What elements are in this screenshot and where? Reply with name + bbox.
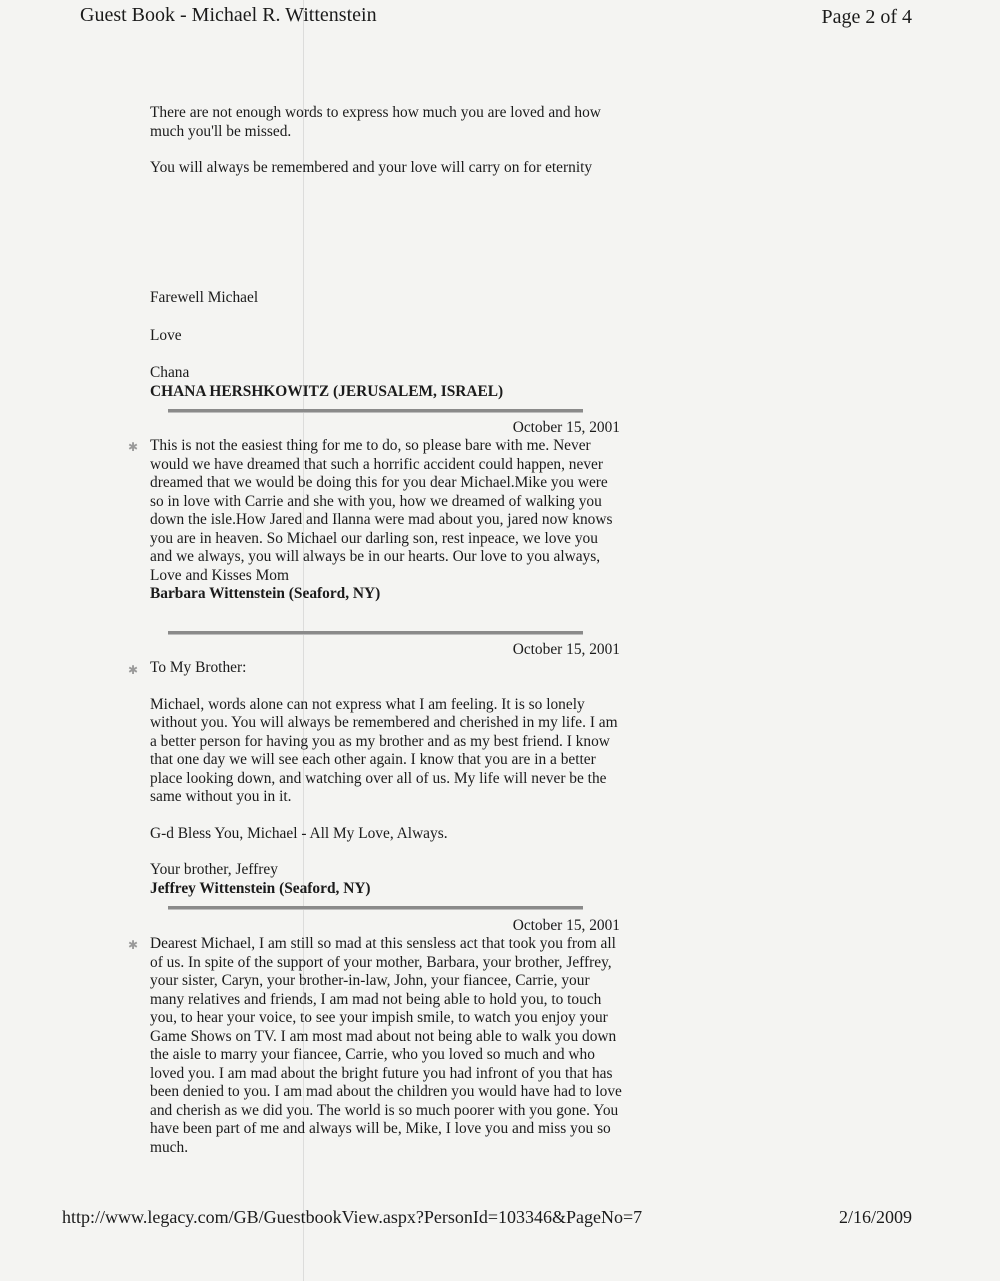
- page-number: Page 2 of 4: [821, 6, 912, 28]
- entry-3-blessing: G-d Bless You, Michael - All My Love, Always.: [150, 824, 448, 842]
- entry-4-date: October 15, 2001: [512, 917, 620, 934]
- footer-print-date: 2/16/2009: [838, 1207, 912, 1227]
- entry-1-para-3: Farewell Michael: [150, 289, 259, 306]
- entry-3-date: October 15, 2001: [512, 641, 620, 658]
- entry-1-para-1: There are not enough words to express how much you are loved and how much you'll be missed.: [150, 104, 601, 140]
- page-header-title: Guest Book - Michael R. Wittenstein: [80, 4, 377, 26]
- footer-url: http://www.legacy.com/GB/GuestbookView.aspx?PersonId=103346&PageNo=7: [62, 1207, 643, 1227]
- entry-4-body: Dearest Michael, I am still so mad at this sensless act that took you from all of us. In spite of the support of your mother, Barbara, your brother, Jeffrey, your sister, Caryn, your brother-in-law, John, your fiancee, Carrie, your many relatives and friends, I am mad not being able to hold you, to touch you, to hear your voice, to see your impish smile, to watch you enjoy your Game Shows on TV. I am most mad about not being able to walk you down the aisle to marry your fiancee, Carrie, who you loved so much and who loved you. I am mad about the bright future you had infront of you that has been denied to you. I am mad about the children you would have had to love and cherish as we did you. The world is so much poorer with you gone. You have been part of me and always will be, Mike, I love you and miss you so much.: [150, 935, 622, 1156]
- entry-2-date: October 15, 2001: [512, 419, 620, 436]
- entry-1-para-4: Love: [150, 326, 182, 344]
- entry-1-para-2: You will always be remembered and your love will carry on for eternity: [150, 159, 593, 176]
- entry-2-body: This is not the easiest thing for me to do, so please bare with me. Never would we have dreamed that such a horrific accident could happen, never dreamed that we would be doing this for you dear Michael.Mike you were so in love with Carrie and she with you, how we dreamed of walking you down the isle.How Jared and Ilanna were mad about you, jared now knows you are in heaven. So Michael our darling son, rest inpeace, we love you and we always, you will always be in our hearts. Our love to you always, Love and Kisses Mom: [150, 437, 613, 584]
- entry-3-closing: Your brother, Jeffrey: [150, 861, 278, 878]
- entry-divider: [168, 409, 583, 413]
- entry-1-para-5: Chana: [150, 364, 190, 381]
- entry-1: [150, 104, 620, 178]
- entry-4: [150, 935, 622, 1157]
- entry-marker-icon: ✱: [128, 440, 139, 454]
- entry-2: [150, 437, 622, 604]
- entry-3-salutation: To My Brother:: [150, 659, 247, 676]
- entry-marker-icon: ✱: [128, 663, 139, 677]
- entry-1-closing: [150, 289, 622, 401]
- entry-marker-icon: ✱: [128, 938, 139, 952]
- entry-divider: [168, 631, 583, 635]
- entry-2-signature: Barbara Wittenstein (Seaford, NY): [150, 585, 381, 602]
- entry-3: [150, 659, 622, 898]
- entry-1-signature: CHANA HERSHKOWITZ (JERUSALEM, ISRAEL): [150, 382, 504, 400]
- entry-3-body: Michael, words alone can not express what I am feeling. It is so lonely without you. You will always be remembered and cherished in my life. I am a better person for having you as my brother and as my best friend. I know that one day we will see each other again. I know that you are in a better place looking down, and watching over all of us. My life will never be the same without you in it.: [150, 695, 618, 805]
- entry-divider: [168, 906, 583, 910]
- entry-3-signature: Jeffrey Wittenstein (Seaford, NY): [150, 879, 371, 897]
